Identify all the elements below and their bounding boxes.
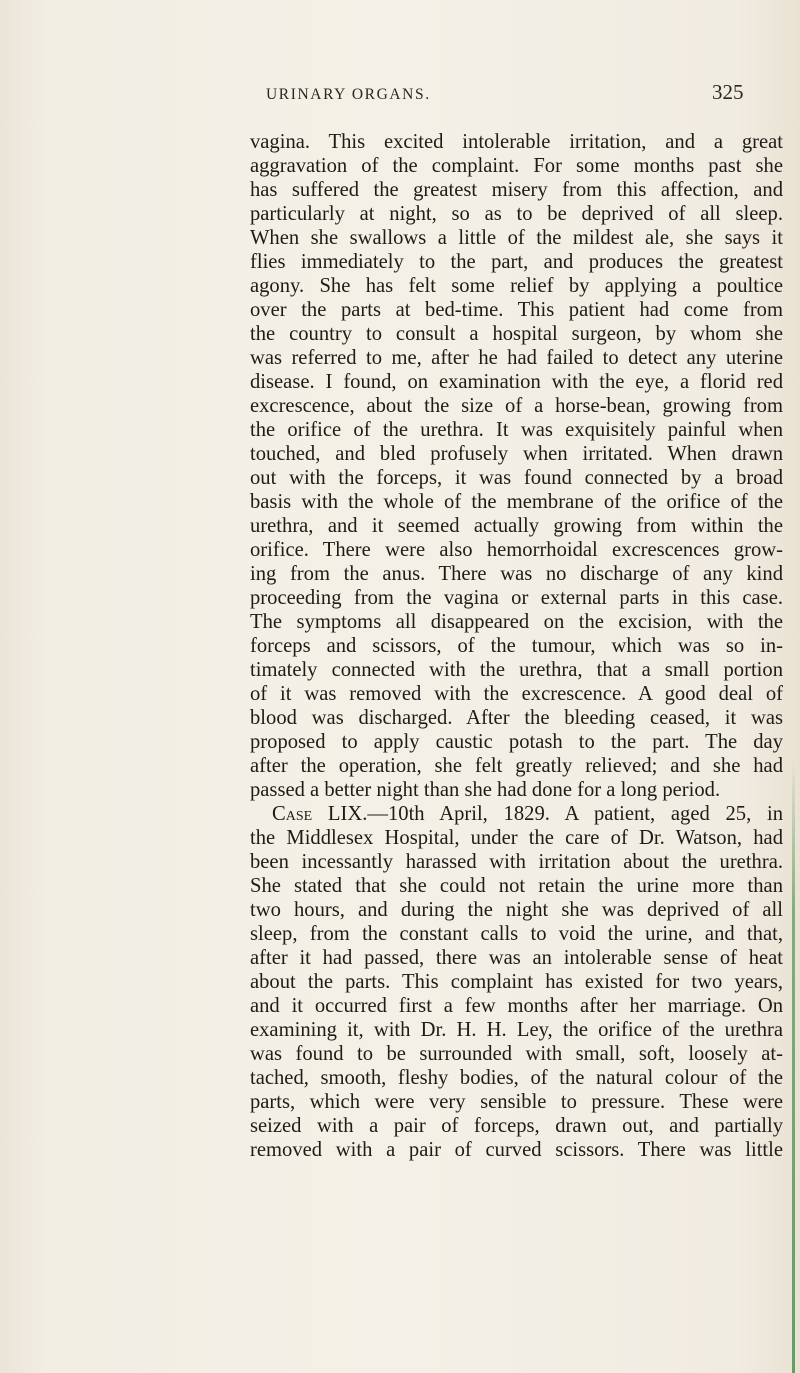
text-line: out with the forceps, it was found connected by a broad	[250, 467, 783, 489]
case-heading-label: Case	[272, 803, 313, 825]
text-line: forceps and scissors, of the tumour, which was so in-	[250, 635, 783, 657]
text-line: disease. I found, on examination with the eye, a florid red	[250, 371, 783, 393]
text-line: the Middlesex Hospital, under the care of Dr. Watson, had	[250, 827, 783, 849]
text-line: sleep, from the constant calls to void the urine, and that,	[250, 923, 783, 945]
text-line: agony. She has felt some relief by applying a poultice	[250, 275, 783, 297]
text-line: been incessantly harassed with irritation about the urethra.	[250, 851, 783, 873]
text-line: When she swallows a little of the mildest ale, she says it	[250, 227, 783, 249]
text-line: examining it, with Dr. H. H. Ley, the orifice of the urethra	[250, 1019, 783, 1041]
text-line: aggravation of the complaint. For some months past she	[250, 155, 783, 177]
text-line: proposed to apply caustic potash to the part. The day	[250, 731, 783, 753]
text-line: She stated that she could not retain the urine more than	[250, 875, 783, 897]
text-line: after it had passed, there was an intolerable sense of heat	[250, 947, 783, 969]
text-line: basis with the whole of the membrane of the orifice of the	[250, 491, 783, 513]
text-line: and it occurred first a few months after her marriage. On	[250, 995, 783, 1017]
text-line: tached, smooth, fleshy bodies, of the natural colour of the	[250, 1067, 783, 1089]
text-line: of it was removed with the excrescence. A good deal of	[250, 683, 783, 705]
text-line: was referred to me, after he had failed to detect any uterine	[250, 347, 783, 369]
text-line: blood was discharged. After the bleeding ceased, it was	[250, 707, 783, 729]
text-line: was found to be surrounded with small, soft, loosely at-	[250, 1043, 783, 1065]
text-line: the orifice of the urethra. It was exquisitely painful when	[250, 419, 783, 441]
page-number: 325	[712, 80, 744, 104]
text-line: orifice. There were also hemorrhoidal excrescences grow-	[250, 539, 783, 561]
text-line: particularly at night, so as to be deprived of all sleep.	[250, 203, 783, 225]
text-line: seized with a pair of forceps, drawn out, and partially	[250, 1115, 783, 1137]
text-line: flies immediately to the part, and produces the greatest	[250, 251, 783, 273]
page-edge-shadow	[792, 760, 795, 1373]
text-line: touched, and bled profusely when irritated. When drawn	[250, 443, 783, 465]
case-heading-text: LIX.—10th April, 1829. A patient, aged 25, in	[312, 803, 783, 825]
text-line: ing from the anus. There was no discharge of any kind	[250, 563, 783, 585]
text-line: excrescence, about the size of a horse-bean, growing from	[250, 395, 783, 417]
running-title: URINARY ORGANS.	[266, 86, 431, 103]
text-line: proceeding from the vagina or external parts in this case.	[250, 587, 783, 609]
text-line: has suffered the greatest misery from this affection, and	[250, 179, 783, 201]
case-heading-line	[272, 802, 783, 826]
text-line: passed a better night than she had done for a long period.	[250, 779, 721, 801]
text-line: parts, which were very sensible to pressure. These were	[250, 1091, 783, 1113]
text-line: timately connected with the urethra, that a small portion	[250, 659, 783, 681]
text-line: after the operation, she felt greatly relieved; and she had	[250, 755, 783, 777]
text-line: over the parts at bed-time. This patient had come from	[250, 299, 783, 321]
text-line: urethra, and it seemed actually growing from within the	[250, 515, 783, 537]
text-line: removed with a pair of curved scissors. There was little	[250, 1139, 783, 1161]
text-line: two hours, and during the night she was deprived of all	[250, 899, 783, 921]
text-line: about the parts. This complaint has existed for two years,	[250, 971, 783, 993]
text-line: vagina. This excited intolerable irritation, and a great	[250, 131, 783, 153]
text-line: the country to consult a hospital surgeon, by whom she	[250, 323, 783, 345]
running-head	[0, 80, 800, 110]
text-line: The symptoms all disappeared on the excision, with the	[250, 611, 783, 633]
